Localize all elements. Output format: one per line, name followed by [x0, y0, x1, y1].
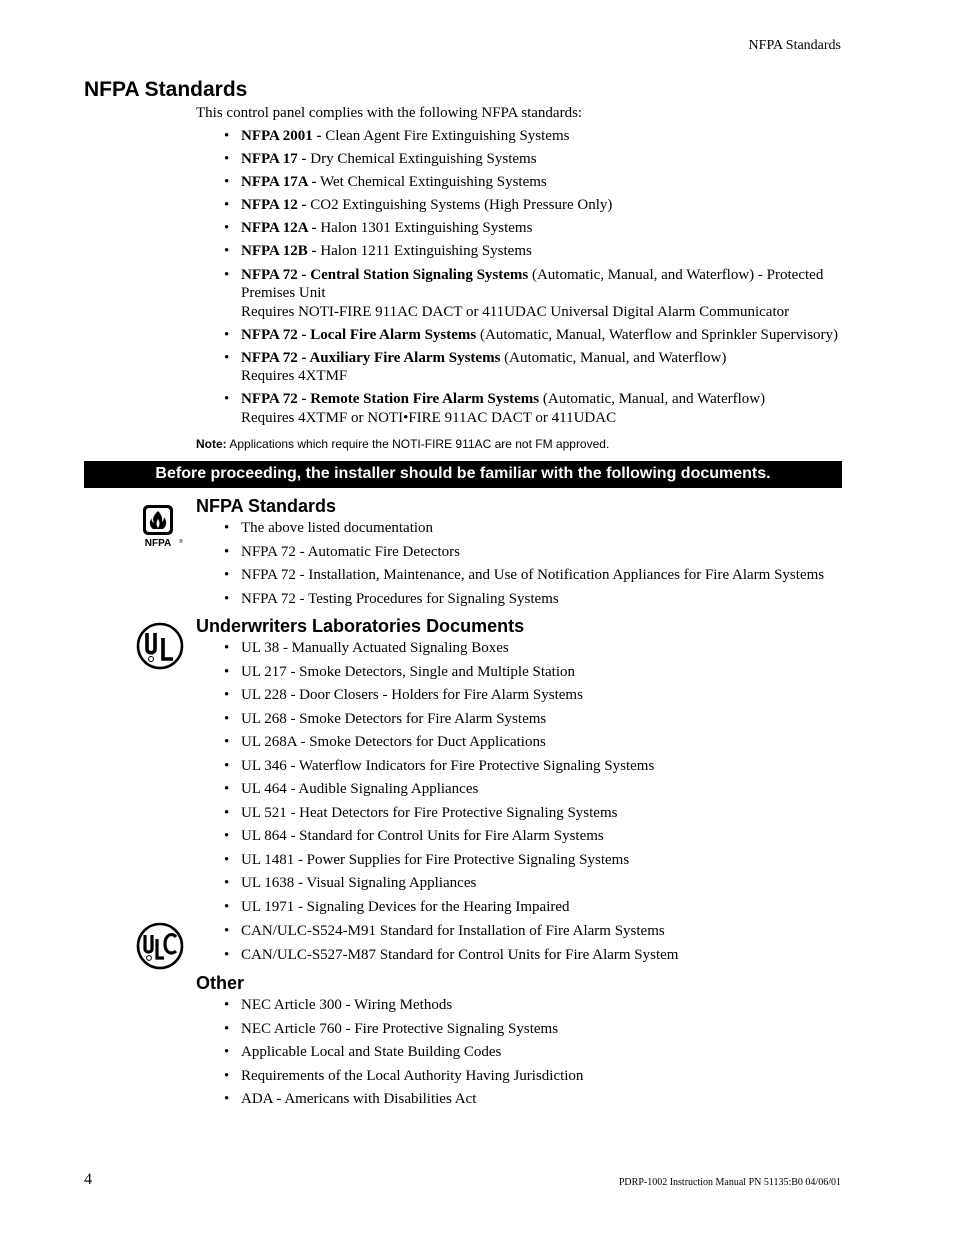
nfpa-section-heading: NFPA Standards [196, 496, 337, 516]
nfpa-standard-item [224, 266, 844, 322]
note-text: Applications which require the NOTI-FIRE 911AC are not FM approved. [226, 437, 610, 451]
nfpa-standard-item [224, 349, 844, 386]
list-item: • The above listed documentation [224, 519, 844, 538]
list-item: • NFPA 72 - Testing Procedures for Signaling Systems [224, 590, 844, 609]
other-section-heading: Other [196, 973, 245, 993]
ulc-documents-list [224, 922, 844, 969]
standard-code: NFPA 12A - [241, 220, 317, 237]
standard-code: NFPA 17A - [241, 174, 317, 191]
nfpa-standard-item [224, 242, 844, 261]
page-number: 4 [84, 1171, 92, 1188]
list-item: • UL 1481 - Power Supplies for Fire Protective Signaling Systems [224, 851, 844, 870]
list-item: • CAN/ULC-S524-M91 Standard for Installation of Fire Alarm Systems [224, 922, 844, 941]
list-item: • UL 217 - Smoke Detectors, Single and Multiple Station [224, 663, 844, 682]
list-item: • UL 268A - Smoke Detectors for Duct Applications [224, 733, 844, 752]
standard-description: Wet Chemical Extinguishing Systems [316, 174, 547, 191]
list-item: • CAN/ULC-S527-M87 Standard for Control Units for Fire Alarm System [224, 946, 844, 965]
list-item: • Applicable Local and State Building Codes [224, 1043, 844, 1062]
list-item: • NEC Article 760 - Fire Protective Signaling Systems [224, 1020, 844, 1039]
standard-requirement: Requires 4XTMF [241, 368, 348, 385]
list-item: • NFPA 72 - Installation, Maintenance, and Use of Notification Appliances for Fire Alarm Systems [224, 566, 844, 585]
list-item: • UL 864 - Standard for Control Units for Fire Alarm Systems [224, 827, 844, 846]
list-item: • UL 521 - Heat Detectors for Fire Protective Signaling Systems [224, 804, 844, 823]
list-item: • UL 228 - Door Closers - Holders for Fire Alarm Systems [224, 686, 844, 705]
standard-requirement: Requires NOTI-FIRE 911AC DACT or 411UDAC Universal Digital Alarm Communicator [241, 303, 790, 320]
nfpa-standards-list [224, 127, 844, 432]
standard-description: Halon 1211 Extinguishing Systems [316, 243, 532, 260]
nfpa-standard-item [224, 326, 844, 345]
list-item: • UL 1638 - Visual Signaling Appliances [224, 874, 844, 893]
ul-documents-list [224, 639, 844, 921]
documents-banner: Before proceeding, the installer should be familiar with the following documents. [84, 461, 842, 488]
page-title: NFPA Standards [84, 78, 248, 101]
list-item: • UL 38 - Manually Actuated Signaling Boxes [224, 639, 844, 658]
nfpa-standard-item [224, 173, 844, 192]
list-item: • Requirements of the Local Authority Having Jurisdiction [224, 1067, 844, 1086]
standard-code: NFPA 72 - Local Fire Alarm Systems [241, 326, 477, 343]
svg-text:®: ® [179, 539, 183, 545]
standard-description: (Automatic, Manual, and Waterflow) [500, 349, 727, 366]
list-item: • UL 346 - Waterflow Indicators for Fire Protective Signaling Systems [224, 757, 844, 776]
standard-description: CO2 Extinguishing Systems (High Pressure Only) [306, 197, 613, 214]
nfpa-standard-item [224, 390, 844, 427]
nfpa-standard-item [224, 196, 844, 215]
ul-logo [136, 622, 184, 670]
standard-description: (Automatic, Manual, Waterflow and Sprinkler Supervisory) [476, 326, 839, 343]
running-head: NFPA Standards [748, 38, 841, 53]
ul-section-heading: Underwriters Laboratories Documents [196, 616, 525, 636]
standard-requirement: Requires 4XTMF or NOTI•FIRE 911AC DACT or 411UDAC [241, 409, 617, 426]
standard-code: NFPA 12 - [241, 197, 307, 214]
nfpa-standard-item [224, 150, 844, 169]
standard-code: NFPA 12B - [241, 243, 317, 260]
standard-description: Clean Agent Fire Extinguishing Systems [321, 128, 570, 144]
nfpa-logo [137, 503, 183, 549]
ulc-logo [136, 922, 184, 970]
list-item: • UL 268 - Smoke Detectors for Fire Alarm Systems [224, 710, 844, 729]
note-label: Note: [196, 437, 227, 451]
list-item: • ADA - Americans with Disabilities Act [224, 1090, 844, 1109]
footer-doc-id: PDRP-1002 Instruction Manual PN 51135:B0 04/06/01 [618, 1177, 841, 1188]
nfpa-documents-list [224, 519, 844, 613]
standard-description: (Automatic, Manual, and Waterflow) - Protected Premises Unit [241, 266, 824, 302]
standard-code: NFPA 72 - Remote Station Fire Alarm Systems [241, 391, 540, 408]
list-item: • UL 464 - Audible Signaling Appliances [224, 780, 844, 799]
nfpa-standard-item [224, 219, 844, 238]
standard-description: Halon 1301 Extinguishing Systems [316, 220, 533, 237]
list-item: • NEC Article 300 - Wiring Methods [224, 996, 844, 1015]
standard-code: NFPA 2001 - [241, 128, 322, 144]
list-item: • UL 1971 - Signaling Devices for the Hearing Impaired [224, 898, 844, 917]
note [196, 437, 609, 451]
standard-description: Dry Chemical Extinguishing Systems [306, 151, 537, 168]
standard-description: (Automatic, Manual, and Waterflow) [539, 391, 766, 408]
standard-code: NFPA 72 - Central Station Signaling Systems [241, 266, 529, 283]
intro-text: This control panel complies with the following NFPA standards: [196, 105, 583, 121]
other-documents-list [224, 996, 844, 1114]
standard-code: NFPA 72 - Auxiliary Fire Alarm Systems [241, 349, 501, 366]
nfpa-standard-item [224, 127, 844, 146]
nfpa-logo-text: NFPA [144, 538, 172, 549]
list-item: • NFPA 72 - Automatic Fire Detectors [224, 543, 844, 562]
standard-code: NFPA 17 - [241, 151, 307, 168]
